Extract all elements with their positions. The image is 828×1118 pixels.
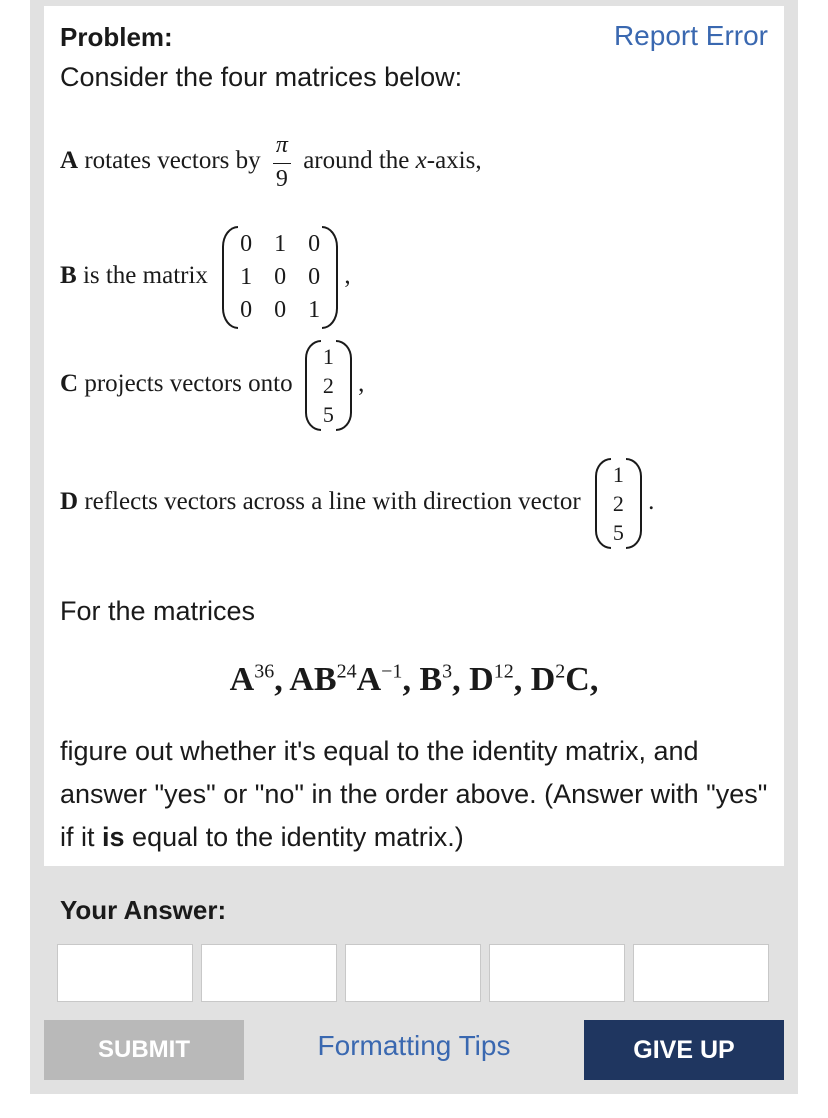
expression-ab24a-inv: $AB^{24}A^{-1}$ — [289, 661, 403, 699]
statement-b — [60, 226, 351, 329]
your-answer-label: Your Answer: — [60, 895, 227, 925]
matrix-cell: 0 — [240, 231, 253, 257]
matrix-cell: 0 — [308, 264, 321, 290]
problem-card — [44, 6, 784, 866]
vector-c-entries — [321, 340, 336, 431]
statement-a-text: rotates vectors by — [84, 147, 261, 175]
matrix-cell: 1 — [240, 264, 253, 290]
question-description: figure out whether it's equal to the identity matrix, and answer "yes" or "no" in the order above. (Answer with "yes" if it is equal to the identity matrix.) — [60, 736, 768, 852]
statement-b-text: is the matrix — [82, 262, 208, 290]
axis-suffix: -axis, — [426, 147, 482, 175]
axis-variable: x — [415, 147, 427, 175]
give-up-button[interactable]: GIVE UP — [584, 1020, 784, 1080]
answer-input-2[interactable] — [201, 944, 337, 1002]
expression-a36: $A^{36}$ — [229, 661, 275, 699]
matrix-letter-a: A — [60, 147, 79, 175]
problem-intro: Consider the four matrices below: — [60, 62, 463, 92]
matrix-letter-c: C — [60, 370, 79, 398]
answer-input-1[interactable] — [57, 944, 193, 1002]
vector-entry: 5 — [322, 402, 334, 427]
vector-d — [595, 458, 642, 549]
report-error-link[interactable]: Report Error — [613, 20, 768, 51]
statement-c-text: projects vectors onto — [84, 370, 293, 398]
trailing-period: . — [648, 488, 655, 516]
matrix-b-grid — [238, 226, 322, 329]
statement-d-text: reflects vectors across a line with direction vector — [84, 488, 581, 516]
trailing-comma: , — [358, 370, 365, 398]
matrix-cell: 0 — [274, 264, 287, 290]
submit-button[interactable]: SUBMIT — [44, 1020, 244, 1080]
statement-a-text-after: around the — [303, 147, 410, 175]
problem-label: Problem: — [60, 22, 173, 52]
matrix-letter-d: D — [60, 488, 79, 516]
vector-entry: 2 — [612, 491, 624, 516]
fraction-numerator: π — [273, 132, 291, 164]
vector-entry: 1 — [322, 344, 334, 369]
vector-c — [305, 340, 352, 431]
answer-input-4[interactable] — [489, 944, 625, 1002]
matrix-cell: 1 — [308, 297, 321, 323]
matrix-cell: 0 — [274, 297, 287, 323]
matrix-cell: 1 — [274, 231, 287, 257]
fraction-pi-over-9 — [273, 132, 291, 193]
expression-d2c: $D^2C$ — [530, 661, 590, 699]
matrix-cell: 0 — [240, 297, 253, 323]
formatting-tips-link[interactable]: Formatting Tips — [317, 1030, 511, 1061]
vector-entry: 1 — [612, 462, 624, 487]
statement-a — [60, 132, 482, 193]
expression-d12: $D^{12}$ — [469, 661, 514, 699]
statement-d — [60, 458, 654, 549]
vector-entry: 2 — [322, 373, 334, 398]
matrix-b — [222, 226, 338, 329]
answer-input-3[interactable] — [345, 944, 481, 1002]
expression-b3: $B^3$ — [419, 661, 453, 699]
trailing-comma: , — [344, 262, 351, 290]
matrix-expressions: $A^{36}$, $AB^{24}A^{-1}$, $B^3$, $D^{12}$, $D^2C$, — [229, 661, 599, 699]
matrix-letter-b: B — [60, 262, 77, 290]
fraction-denominator: 9 — [275, 166, 288, 192]
vector-entry: 5 — [612, 520, 624, 545]
matrix-cell: 0 — [308, 231, 321, 257]
vector-d-entries — [611, 458, 626, 549]
statement-c — [60, 340, 364, 431]
for-matrices-label: For the matrices — [60, 596, 256, 626]
answer-input-5[interactable] — [633, 944, 769, 1002]
